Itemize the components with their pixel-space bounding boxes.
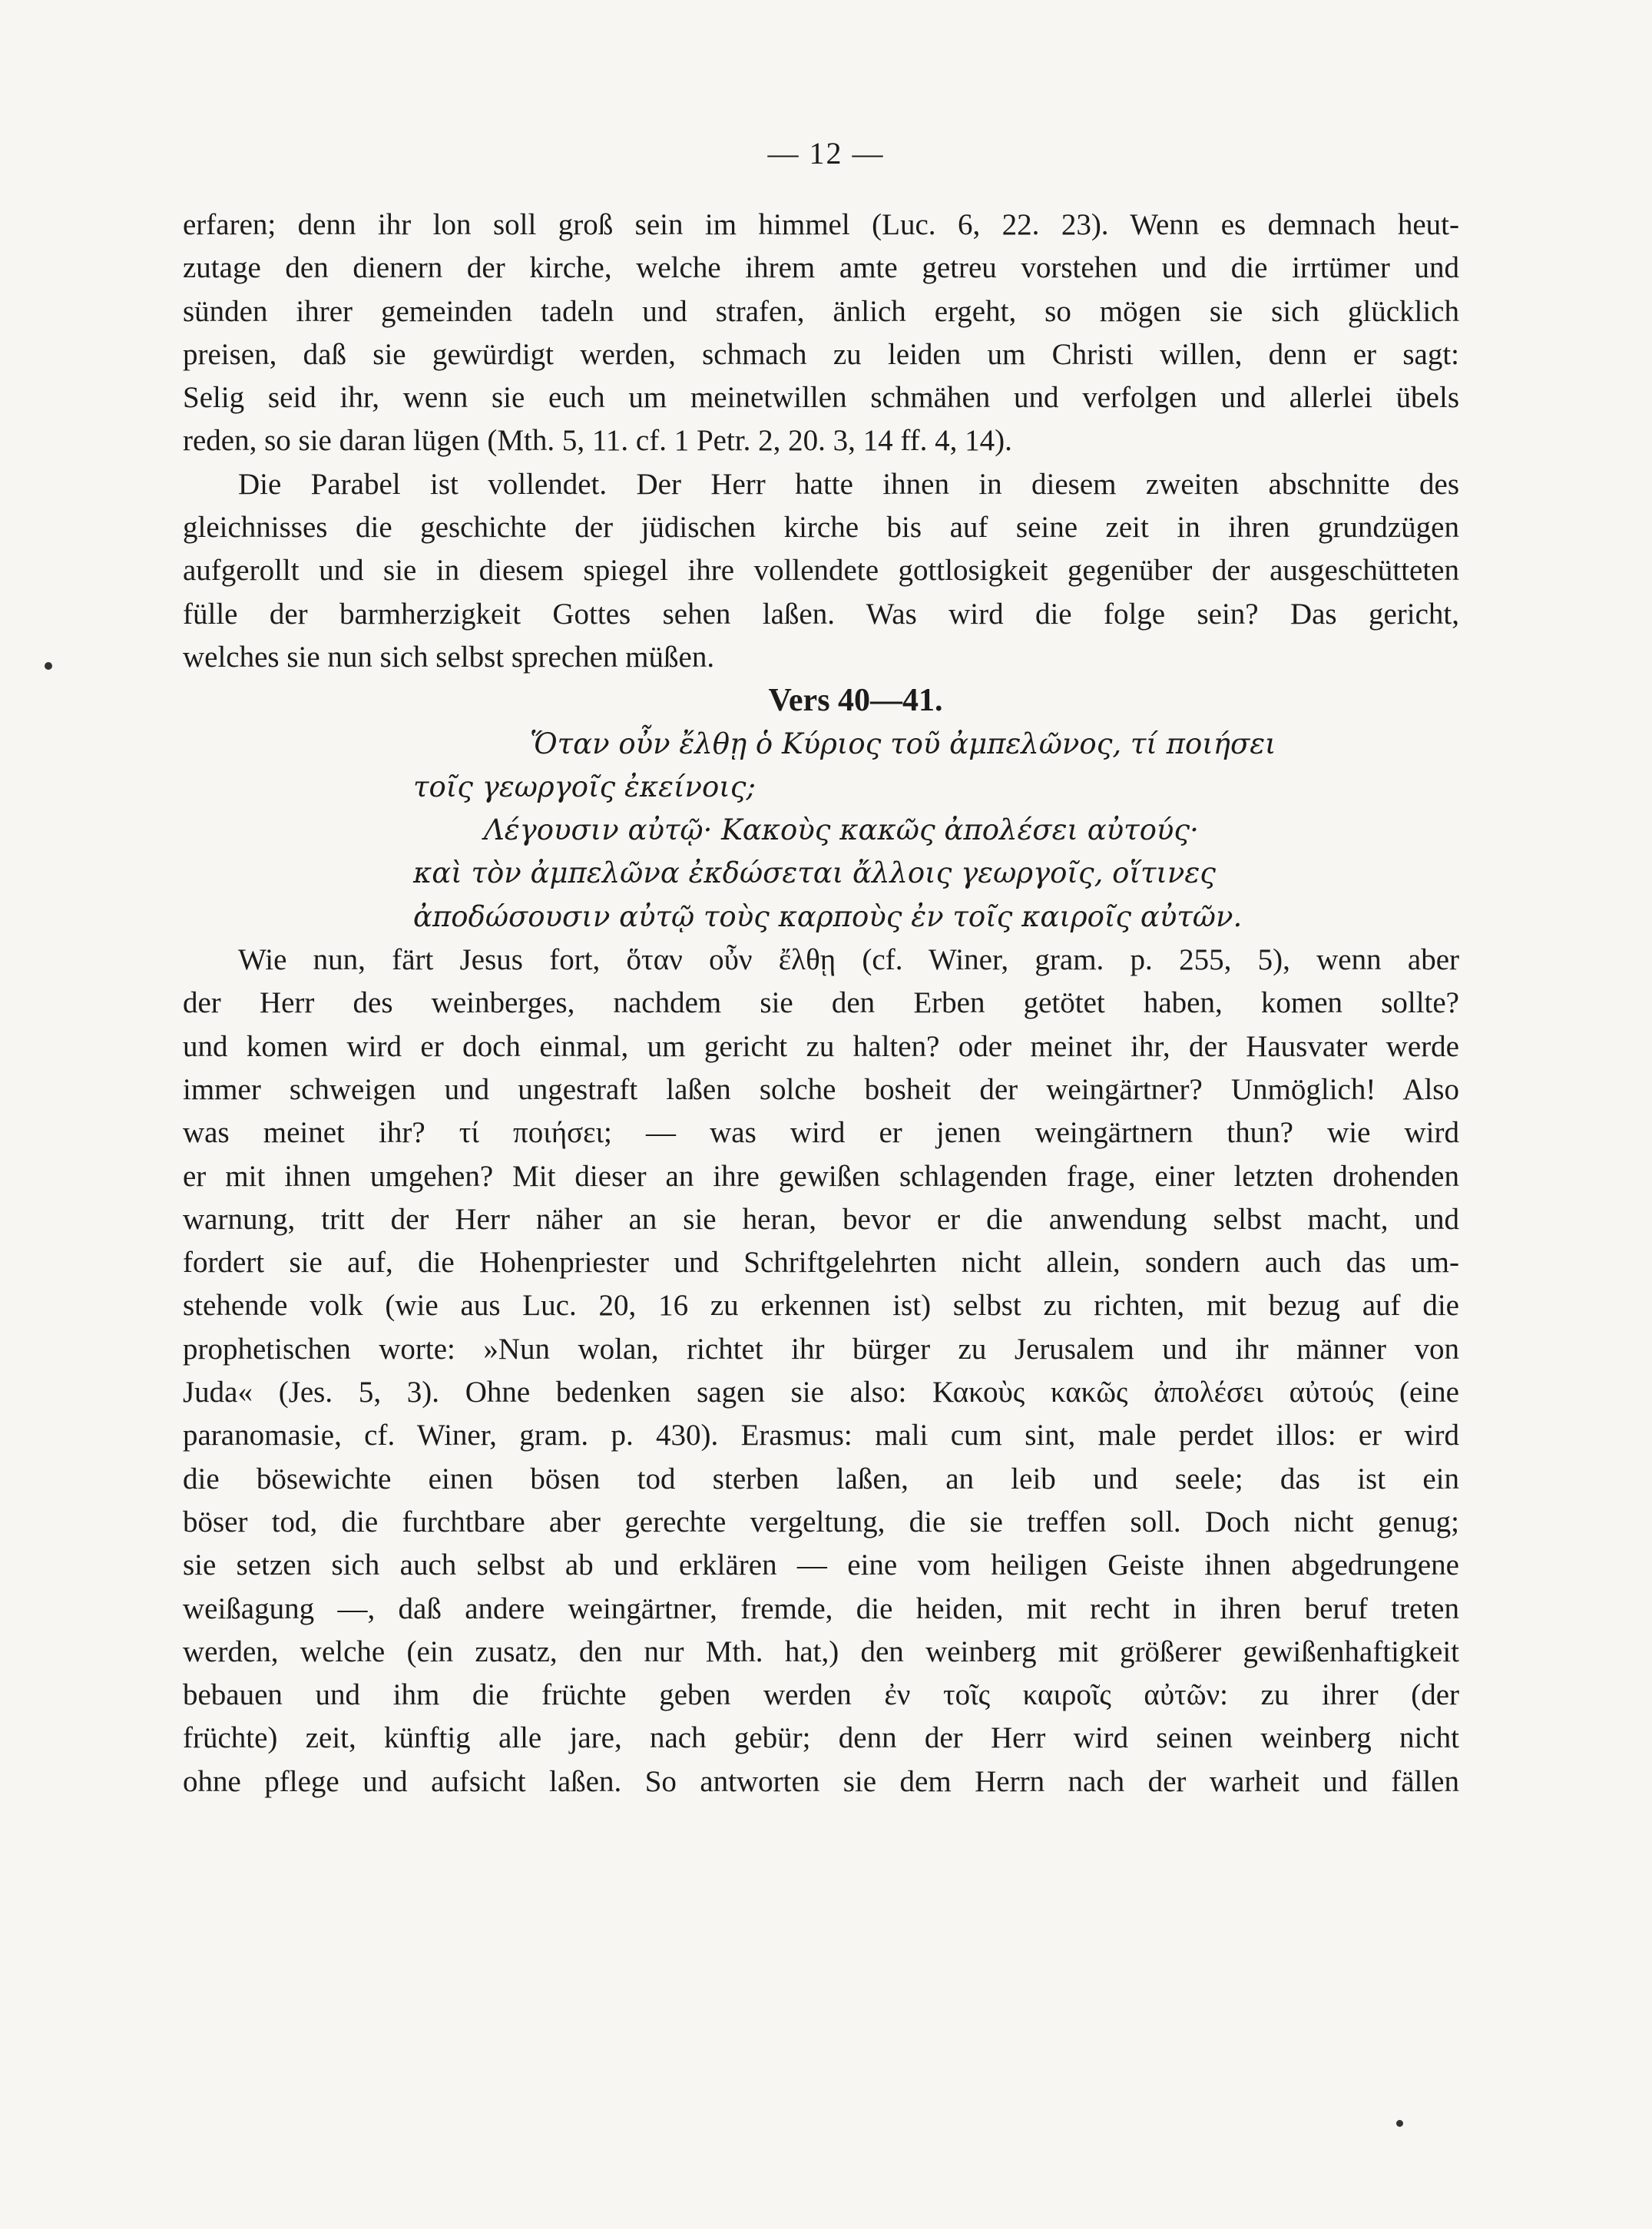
page-number: — 12 — bbox=[767, 136, 885, 171]
text-line: Juda« (Jes. 5, 3). Ohne bedenken sagen sie also: Κακοὺς κακῶς ἀπολέσει αὐτούς (eine bbox=[183, 1376, 1459, 1409]
text-line: warnung, tritt der Herr näher an sie heran, bevor er die anwendung selbst macht, und bbox=[183, 1202, 1459, 1236]
greek-verse-line: Ὅταν οὖν ἔλθῃ ὁ Κύριος τοῦ ἀμπελῶνος, τί ποιήσει bbox=[530, 727, 1276, 760]
ink-speck bbox=[1396, 2120, 1403, 2127]
text-line: und komen wird er doch einmal, um gericht zu halten? oder meinet ihr, der Hausvater werde bbox=[183, 1029, 1459, 1063]
greek-verse-line: τοῖς γεωργοῖς ἐκείνοις; bbox=[413, 770, 756, 803]
greek-verse-line: Λέγουσιν αὐτῷ· Κακοὺς κακῶς ἀπολέσει αὐτούς· bbox=[484, 813, 1199, 847]
text-line: gleichnisses die geschichte der jüdischen kirche bis auf seine zeit in ihren grundzügen bbox=[183, 511, 1459, 545]
text-line: immer schweigen und ungestraft laßen solche bosheit der weingärtner? Unmöglich! Also bbox=[183, 1072, 1459, 1106]
text-line: prophetischen worte: »Nun wolan, richtet ihr bürger zu Jerusalem und ihr männer von bbox=[183, 1332, 1459, 1366]
text-line: stehende volk (wie aus Luc. 20, 16 zu erkennen ist) selbst zu richten, mit bezug auf die bbox=[183, 1289, 1459, 1323]
text-line: preisen, daß sie gewürdigt werden, schmach zu leiden um Christi willen, denn er sagt: bbox=[183, 337, 1459, 371]
text-line: böser tod, die furchtbare aber gerechte vergeltung, die sie treffen soll. Doch nicht genug; bbox=[183, 1505, 1459, 1538]
ink-speck bbox=[45, 662, 52, 670]
text-line: erfaren; denn ihr lon soll groß sein im himmel (Luc. 6, 22. 23). Wenn es demnach heut- bbox=[183, 208, 1459, 241]
text-line: fülle der barmherzigkeit Gottes sehen laßen. Was wird die folge sein? Das gericht, bbox=[183, 597, 1459, 631]
text-line: bebauen und ihm die früchte geben werden ἐν τοῖς καιροῖς αὐτῶν: zu ihrer (der bbox=[183, 1678, 1459, 1712]
paragraph-start-line: Die Parabel ist vollendet. Der Herr hatte ihnen in diesem zweiten abschnitte des bbox=[238, 467, 1459, 501]
text-line: er mit ihnen umgehen? Mit dieser an ihre gewißen schlagenden frage, einer letzten drohenden bbox=[183, 1159, 1459, 1193]
greek-verse-line: καὶ τὸν ἀμπελῶνα ἐκδώσεται ἄλλοις γεωργοῖς, οἵτινες bbox=[413, 856, 1216, 890]
text-line: weißagung —, daß andere weingärtner, fremde, die heiden, mit recht in ihren beruf treten bbox=[183, 1591, 1459, 1625]
text-block bbox=[183, 204, 1459, 1803]
text-line: sie setzen sich auch selbst ab und erklären — eine vom heiligen Geiste ihnen abgedrungene bbox=[183, 1548, 1459, 1582]
text-line: die bösewichte einen bösen tod sterben laßen, an leib und seele; das ist ein bbox=[183, 1462, 1459, 1495]
text-line: fordert sie auf, die Hohenpriester und Schriftgelehrten nicht allein, sondern auch das um- bbox=[183, 1246, 1459, 1280]
text-line: der Herr des weinberges, nachdem sie den Erben getötet haben, komen sollte? bbox=[183, 986, 1459, 1020]
text-line: was meinet ihr? τί ποιήσει; — was wird er jenen weingärtnern thun? wie wird bbox=[183, 1116, 1459, 1150]
text-line: zutage den dienern der kirche, welche ihrem amte getreu vorstehen und die irrtümer und bbox=[183, 251, 1459, 285]
text-line: welches sie nun sich selbst sprechen müßen. bbox=[183, 640, 715, 674]
text-line: werden, welche (ein zusatz, den nur Mth. hat,) den weinberg mit größerer gewißenhaftigkeit bbox=[183, 1634, 1459, 1668]
text-line: ohne pflege und aufsicht laßen. So antworten sie dem Herrn nach der warheit und fällen bbox=[183, 1764, 1459, 1798]
text-line: früchte) zeit, künftig alle jare, nach gebür; denn der Herr wird seinen weinberg nicht bbox=[183, 1721, 1459, 1755]
text-line: aufgerollt und sie in diesem spiegel ihre vollendete gottlosigkeit gegenüber der ausgeschütteten bbox=[183, 554, 1459, 588]
text-line: reden, so sie daran lügen (Mth. 5, 11. cf. 1 Petr. 2, 20. 3, 14 ff. 4, 14). bbox=[183, 424, 1012, 458]
text-line: Selig seid ihr, wenn sie euch um meinetwillen schmähen und verfolgen und allerlei übels bbox=[183, 381, 1459, 415]
text-line: paranomasie, cf. Winer, gram. p. 430). Erasmus: mali cum sint, male perdet illos: er wird bbox=[183, 1419, 1459, 1452]
paragraph-start-line: Wie nun, färt Jesus fort, ὅταν οὖν ἔλθῃ (cf. Winer, gram. p. 255, 5), wenn aber bbox=[238, 943, 1459, 977]
section-heading: Vers 40—41. bbox=[768, 683, 943, 719]
greek-verse-line: ἀποδώσουσιν αὐτῷ τοὺς καρποὺς ἐν τοῖς καιροῖς αὐτῶν. bbox=[413, 899, 1243, 933]
text-line: sünden ihrer gemeinden tadeln und strafen, änlich ergeht, so mögen sie sich glücklich bbox=[183, 294, 1459, 328]
